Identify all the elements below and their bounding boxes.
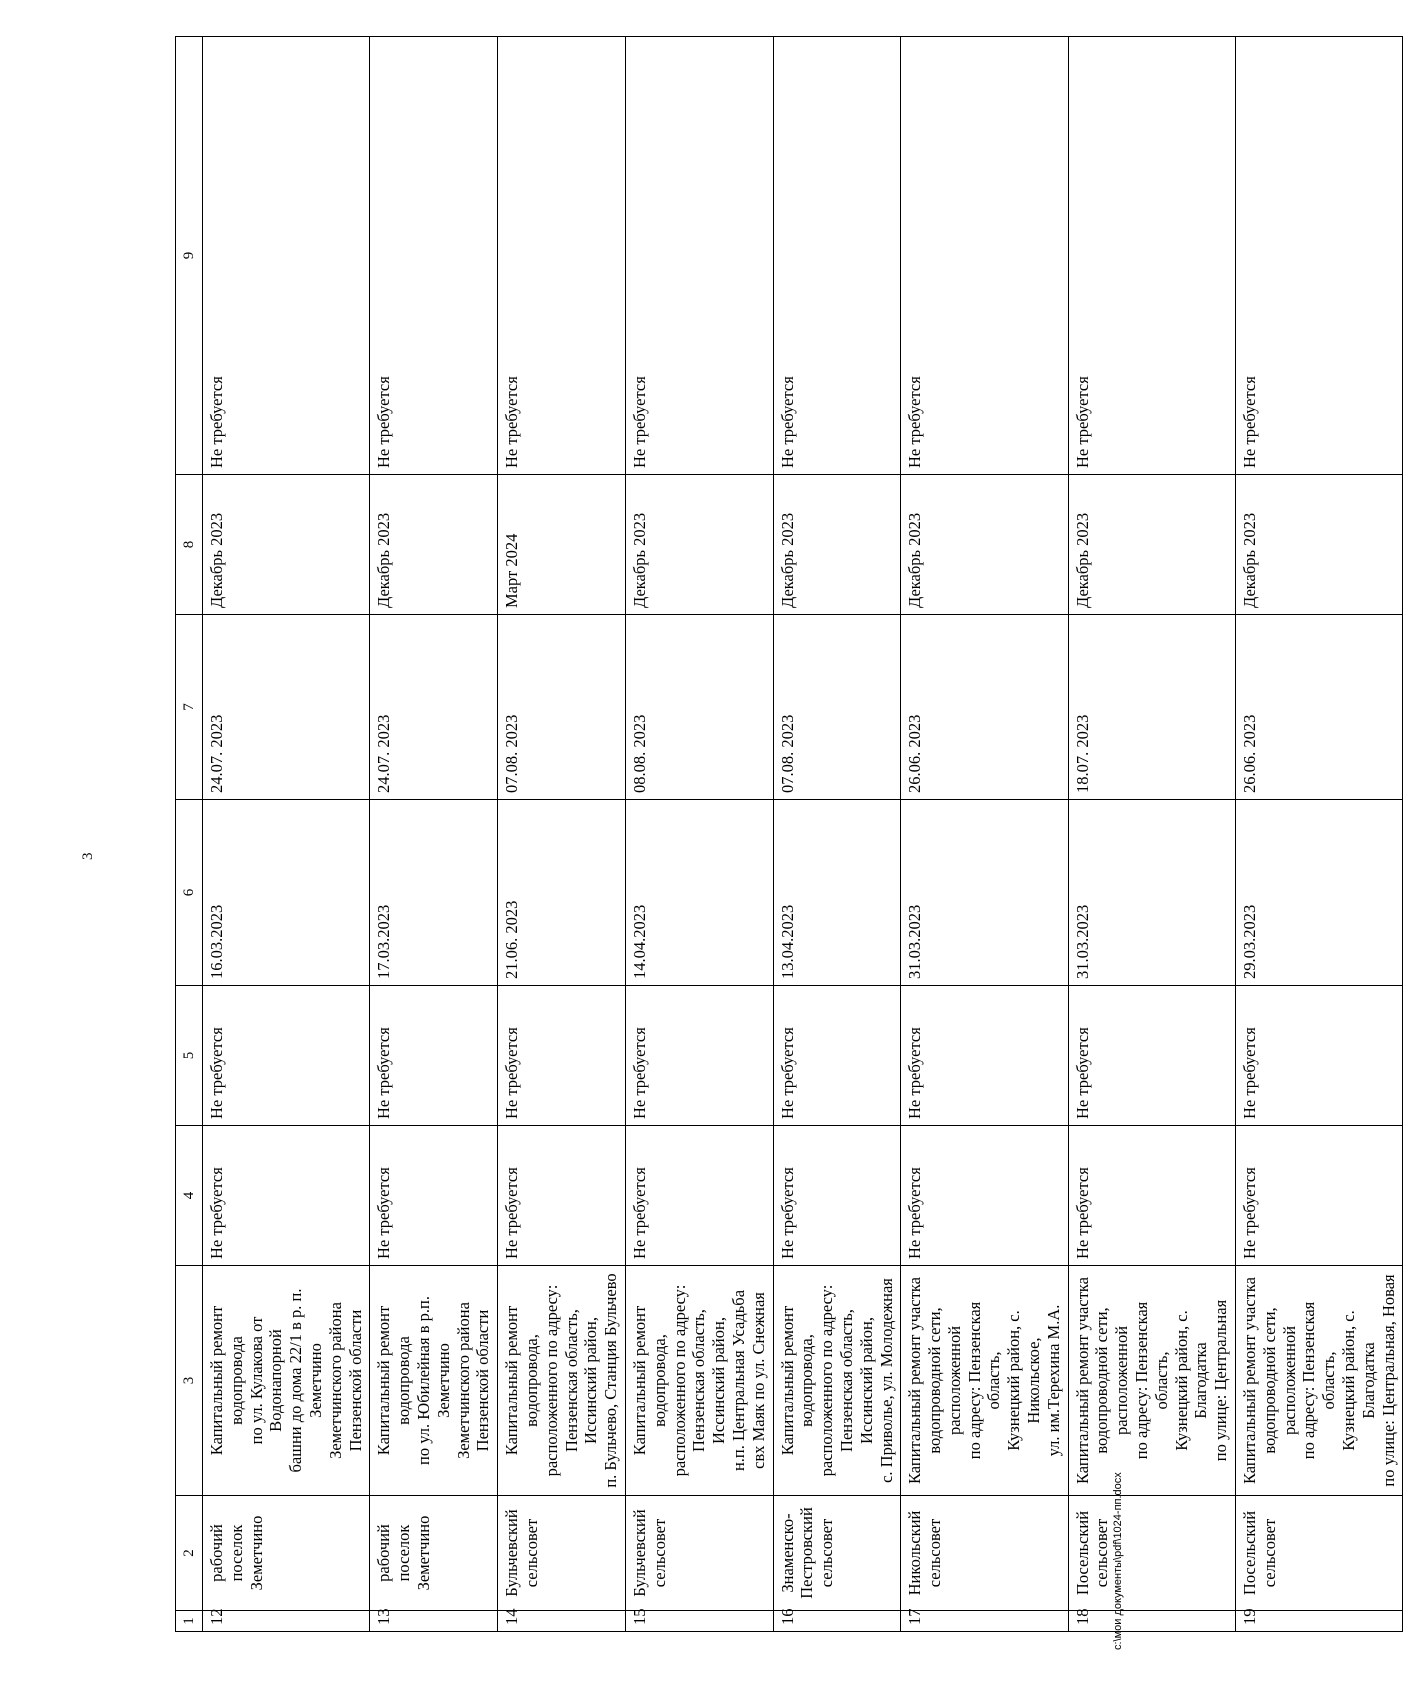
work-description-cell: Капитальный ремонт водопровода, расположенного по адресу: Пензенская область, Иссинский район, н.п. Центральная Усадьба свх Маяк по ул. Снежная [625, 1266, 773, 1496]
row-number-cell: 12 [203, 1611, 370, 1632]
col9-value-cell: Не требуется [498, 37, 626, 475]
col7-date-cell: 18.07. 2023 [1068, 615, 1235, 800]
row-number-cell: 13 [370, 1611, 498, 1632]
col5-value-cell: Не требуется [1068, 986, 1235, 1126]
municipality-cell: Бульчевский сельсовет [498, 1496, 626, 1611]
header-cell: 2 [176, 1496, 203, 1611]
works-table [175, 36, 1403, 1632]
municipality-cell: Посельский сельсовет [1068, 1496, 1235, 1611]
municipality-cell: рабочий поселок Земетчино [203, 1496, 370, 1611]
col5-value-cell: Не требуется [498, 986, 626, 1126]
col9-value-cell: Не требуется [773, 37, 901, 475]
col4-value-cell: Не требуется [625, 1126, 773, 1266]
table-row [773, 37, 901, 1632]
col6-date-cell: 31.03.2023 [901, 800, 1068, 986]
header-cell: 6 [176, 800, 203, 986]
col4-value-cell: Не требуется [773, 1126, 901, 1266]
work-description-cell: Капитальный ремонт водопровода, расположенного по адресу: Пензенская область, Иссинский район, с. Приволье, ул. Молодежная [773, 1266, 901, 1496]
municipality-cell: Посельский сельсовет [1236, 1496, 1403, 1611]
work-description-cell: Капитальный ремонт участка водопроводной сети, расположенной по адресу: Пензенская область, Кузнецкий район, с. Никольское, ул. им.Терехина М.А. [901, 1266, 1068, 1496]
col8-deadline-cell: Март 2024 [498, 475, 626, 615]
col9-value-cell: Не требуется [203, 37, 370, 475]
municipality-cell: Бульчевский сельсовет [625, 1496, 773, 1611]
col4-value-cell: Не требуется [901, 1126, 1068, 1266]
table-row [498, 37, 626, 1632]
col6-date-cell: 17.03.2023 [370, 800, 498, 986]
col8-deadline-cell: Декабрь 2023 [1068, 475, 1235, 615]
row-number-cell: 14 [498, 1611, 626, 1632]
municipality-cell: Никольский сельсовет [901, 1496, 1068, 1611]
work-description-cell: Капитальный ремонт участка водопроводной сети, расположенной по адресу: Пензенская область, Кузнецкий район, с. Благодатка по улице: Центральная, Новая [1236, 1266, 1403, 1496]
col9-value-cell: Не требуется [625, 37, 773, 475]
col8-deadline-cell: Декабрь 2023 [625, 475, 773, 615]
col7-date-cell: 08.08. 2023 [625, 615, 773, 800]
col8-deadline-cell: Декабрь 2023 [1236, 475, 1403, 615]
footer-file-path: c:\мои документы\pdf\1024-пп.docx [1112, 1472, 1124, 1650]
col8-deadline-cell: Декабрь 2023 [203, 475, 370, 615]
header-cell: 4 [176, 1126, 203, 1266]
col4-value-cell: Не требуется [1068, 1126, 1235, 1266]
municipality-cell: Знаменско- Пестровский сельсовет [773, 1496, 901, 1611]
table-row [1068, 37, 1235, 1632]
header-cell: 5 [176, 986, 203, 1126]
header-cell: 1 [176, 1611, 203, 1632]
col5-value-cell: Не требуется [370, 986, 498, 1126]
table-row [370, 37, 498, 1632]
work-description-cell: Капитальный ремонт водопровода, расположенного по адресу: Пензенская область, Иссинский район, п. Бульчево, Станция Бульчево [498, 1266, 626, 1496]
header-cell: 9 [176, 37, 203, 475]
col9-value-cell: Не требуется [1236, 37, 1403, 475]
table-header-row [176, 37, 203, 1632]
col6-date-cell: 31.03.2023 [1068, 800, 1235, 986]
col6-date-cell: 14.04.2023 [625, 800, 773, 986]
col8-deadline-cell: Декабрь 2023 [370, 475, 498, 615]
col8-deadline-cell: Декабрь 2023 [773, 475, 901, 615]
municipality-cell: рабочий поселок Земетчино [370, 1496, 498, 1611]
col4-value-cell: Не требуется [203, 1126, 370, 1266]
col4-value-cell: Не требуется [1236, 1126, 1403, 1266]
col8-deadline-cell: Декабрь 2023 [901, 475, 1068, 615]
table-row [1236, 37, 1403, 1632]
row-number-cell: 19 [1236, 1611, 1403, 1632]
col6-date-cell: 16.03.2023 [203, 800, 370, 986]
work-description-cell: Капитальный ремонт участка водопроводной сети, расположенной по адресу: Пензенская область, Кузнецкий район, с. Благодатка по улице: Центральная [1068, 1266, 1235, 1496]
page-number: 3 [80, 852, 96, 860]
work-description-cell: Капитальный ремонт водопровода по ул. Кулакова от Водонапорной башни до дома 22/1 в р. п. Земетчино Земетчинского района Пензенской области [203, 1266, 370, 1496]
table-body [203, 37, 1403, 1632]
col7-date-cell: 26.06. 2023 [1236, 615, 1403, 800]
header-cell: 3 [176, 1266, 203, 1496]
row-number-cell: 16 [773, 1611, 901, 1632]
work-description-cell: Капитальный ремонт водопровода по ул. Юбилейная в р.п. Земетчино Земетчинского района Пензенской области [370, 1266, 498, 1496]
col9-value-cell: Не требуется [901, 37, 1068, 475]
col7-date-cell: 24.07. 2023 [203, 615, 370, 800]
col9-value-cell: Не требуется [370, 37, 498, 475]
col6-date-cell: 29.03.2023 [1236, 800, 1403, 986]
col6-date-cell: 13.04.2023 [773, 800, 901, 986]
col4-value-cell: Не требуется [370, 1126, 498, 1266]
table-row [901, 37, 1068, 1632]
col5-value-cell: Не требуется [625, 986, 773, 1126]
table-row [625, 37, 773, 1632]
row-number-cell: 17 [901, 1611, 1068, 1632]
col7-date-cell: 07.08. 2023 [773, 615, 901, 800]
col4-value-cell: Не требуется [498, 1126, 626, 1266]
row-number-cell: 18 [1068, 1611, 1235, 1632]
col7-date-cell: 24.07. 2023 [370, 615, 498, 800]
col5-value-cell: Не требуется [1236, 986, 1403, 1126]
col9-value-cell: Не требуется [1068, 37, 1235, 475]
row-number-cell: 15 [625, 1611, 773, 1632]
col5-value-cell: Не требуется [901, 986, 1068, 1126]
col7-date-cell: 26.06. 2023 [901, 615, 1068, 800]
header-cell: 8 [176, 475, 203, 615]
col5-value-cell: Не требуется [773, 986, 901, 1126]
header-cell: 7 [176, 615, 203, 800]
col5-value-cell: Не требуется [203, 986, 370, 1126]
col7-date-cell: 07.08. 2023 [498, 615, 626, 800]
col6-date-cell: 21.06. 2023 [498, 800, 626, 986]
table-row [203, 37, 370, 1632]
